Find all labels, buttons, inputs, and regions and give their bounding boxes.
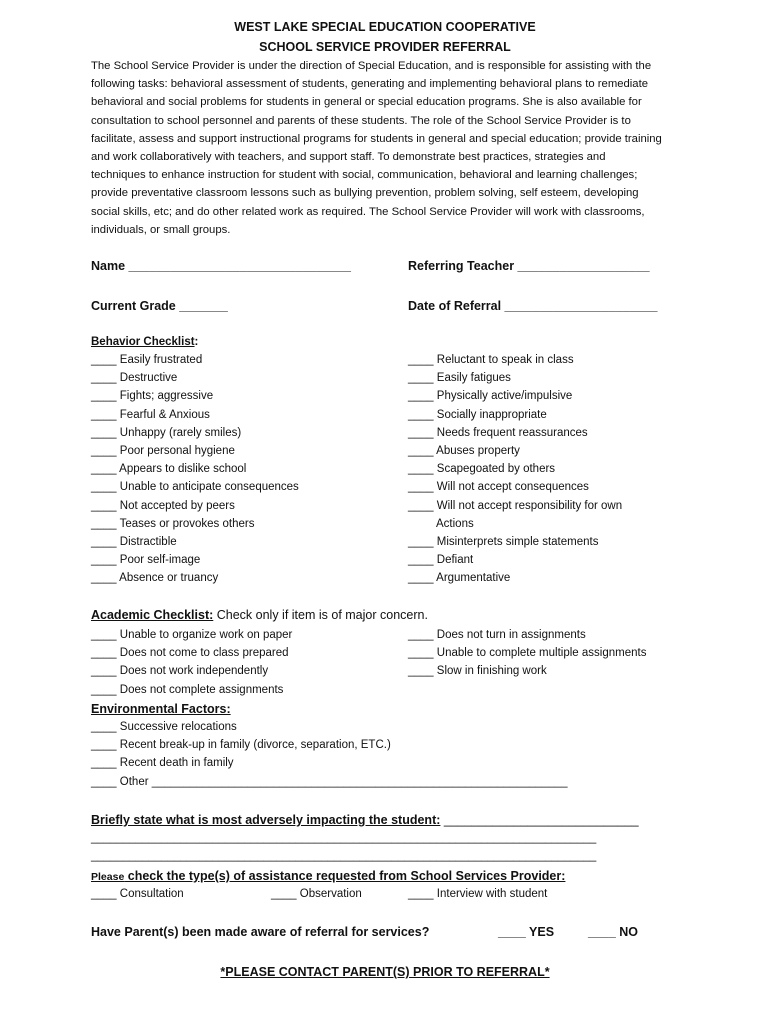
- environmental-factor-item[interactable]: ____ Recent death in family: [91, 757, 234, 770]
- name-field[interactable]: Name ________________________________: [91, 259, 351, 273]
- academic-checklist-item[interactable]: ____ Slow in finishing work: [408, 665, 547, 678]
- behavior-checklist-item[interactable]: ____ Abuses property: [408, 445, 520, 457]
- environmental-factor-item[interactable]: ____ Other _________________________________________________________________: [91, 775, 568, 788]
- academic-checklist-item[interactable]: ____ Does not work independently: [91, 665, 269, 678]
- behavior-checklist-item[interactable]: ____ Argumentative: [408, 572, 511, 585]
- behavior-checklist-item[interactable]: ____ Poor personal hygiene: [91, 445, 235, 457]
- consultation-option[interactable]: ____ Consultation: [91, 888, 184, 900]
- contact-parents-footer: *PLEASE CONTACT PARENT(S) PRIOR TO REFERRAL*: [220, 965, 550, 979]
- academic-checklist-item[interactable]: ____ Does not turn in assignments: [408, 629, 586, 641]
- current-grade-field[interactable]: Current Grade _______: [91, 299, 228, 313]
- academic-checklist-item[interactable]: ____ Does not come to class prepared: [91, 647, 289, 660]
- impact-question: Briefly state what is most adversely impacting the student: ____________________________: [91, 813, 639, 827]
- behavior-checklist-item[interactable]: ____ Absence or truancy: [91, 572, 219, 585]
- behavior-checklist-item[interactable]: ____ Will not accept consequences: [408, 481, 589, 494]
- academic-checklist-item[interactable]: ____ Unable to organize work on paper: [91, 629, 293, 641]
- behavior-checklist-item[interactable]: ____ Will not accept responsibility for own: [408, 499, 623, 512]
- behavior-checklist-item[interactable]: ____ Scapegoated by others: [408, 463, 556, 476]
- behavior-checklist-item[interactable]: ____ Misinterprets simple statements: [408, 536, 599, 548]
- impact-answer-line-1[interactable]: _______________________________________________________________________________: [91, 832, 597, 844]
- yes-option[interactable]: ____ YES: [498, 925, 555, 939]
- behavior-checklist-item[interactable]: ____ Not accepted by peers: [91, 499, 235, 512]
- behavior-checklist-item[interactable]: ____ Easily frustrated: [91, 354, 203, 366]
- environmental-factor-item[interactable]: ____ Recent break-up in family (divorce, separation, ETC.): [91, 739, 391, 752]
- observation-option[interactable]: ____ Observation: [271, 888, 362, 900]
- referring-teacher-field[interactable]: Referring Teacher ___________________: [408, 259, 650, 273]
- parents-aware-question: Have Parent(s) been made aware of referral for services?: [91, 925, 430, 939]
- behavior-checklist-item[interactable]: ____ Fearful & Anxious: [91, 408, 210, 421]
- no-option[interactable]: ____ NO: [588, 925, 639, 939]
- assistance-heading: Please check the type(s) of assistance requested from School Services Provider:: [91, 869, 566, 883]
- behavior-checklist-item[interactable]: ____ Easily fatigues: [408, 372, 511, 385]
- behavior-checklist-item[interactable]: ____ Fights; aggressive: [91, 390, 214, 403]
- behavior-checklist-item[interactable]: ____ Physically active/impulsive: [408, 390, 573, 403]
- behavior-checklist-item[interactable]: ____ Teases or provokes others: [91, 517, 255, 530]
- date-of-referral-field[interactable]: Date of Referral ______________________: [408, 299, 658, 313]
- behavior-checklist-item[interactable]: ____ Socially inappropriate: [408, 408, 547, 421]
- academic-checklist-item[interactable]: ____ Does not complete assignments: [91, 683, 284, 696]
- form-subtitle: SCHOOL SERVICE PROVIDER REFERRAL: [259, 40, 511, 54]
- behavior-checklist-heading: Behavior Checklist:: [91, 336, 199, 348]
- behavior-checklist-item[interactable]: ____ Defiant: [408, 554, 474, 567]
- interview-option[interactable]: ____ Interview with student: [408, 888, 548, 900]
- behavior-checklist-item[interactable]: ____ Destructive: [91, 372, 178, 385]
- environmental-factors-heading: Environmental Factors:: [91, 702, 231, 716]
- behavior-checklist-item[interactable]: ____ Needs frequent reassurances: [408, 426, 588, 439]
- academic-checklist-item[interactable]: ____ Unable to complete multiple assignments: [408, 647, 647, 660]
- intro-paragraph: The School Service Provider is under the direction of Special Education, and is responsible for assisting with the following tasks: behavioral assessment of students, generating and implementing behavioral plans to remediate behavioral and social problems for students in general or special education programs. She is also available for consultation to school personnel and parents of these students. The role of the School Service Provider is to facilitate, assess and support instructional programs for students in general and special education; provide training and work collaboratively with teachers, and support staff. To demonstrate best practices, strategies and techniques to enhance instruction for student with social, communication, behavioral and learning challenges; provide preventative classroom lessons such as bullying prevention, problem solving, self esteem, developing social skills, etc; and do other related work as required. The School Service Provider will work with classrooms, individuals, or small groups.: [91, 60, 662, 236]
- impact-answer-line-2[interactable]: _______________________________________________________________________________: [91, 850, 597, 862]
- behavior-checklist-item[interactable]: ____ Reluctant to speak in class: [408, 354, 574, 366]
- environmental-factor-item[interactable]: ____ Successive relocations: [91, 721, 237, 733]
- behavior-checklist-item[interactable]: ____ Unhappy (rarely smiles): [91, 426, 242, 439]
- behavior-checklist-item[interactable]: ____ Poor self-image: [91, 554, 201, 567]
- behavior-checklist-item[interactable]: ____ Unable to anticipate consequences: [91, 481, 299, 494]
- behavior-checklist-item[interactable]: ____ Distractible: [91, 536, 177, 548]
- form-title: WEST LAKE SPECIAL EDUCATION COOPERATIVE: [234, 20, 536, 34]
- behavior-checklist-item[interactable]: ____ Appears to dislike school: [91, 463, 247, 476]
- behavior-checklist-item: Actions: [436, 517, 474, 530]
- academic-checklist-heading: Academic Checklist: Check only if item is of major concern.: [91, 608, 428, 622]
